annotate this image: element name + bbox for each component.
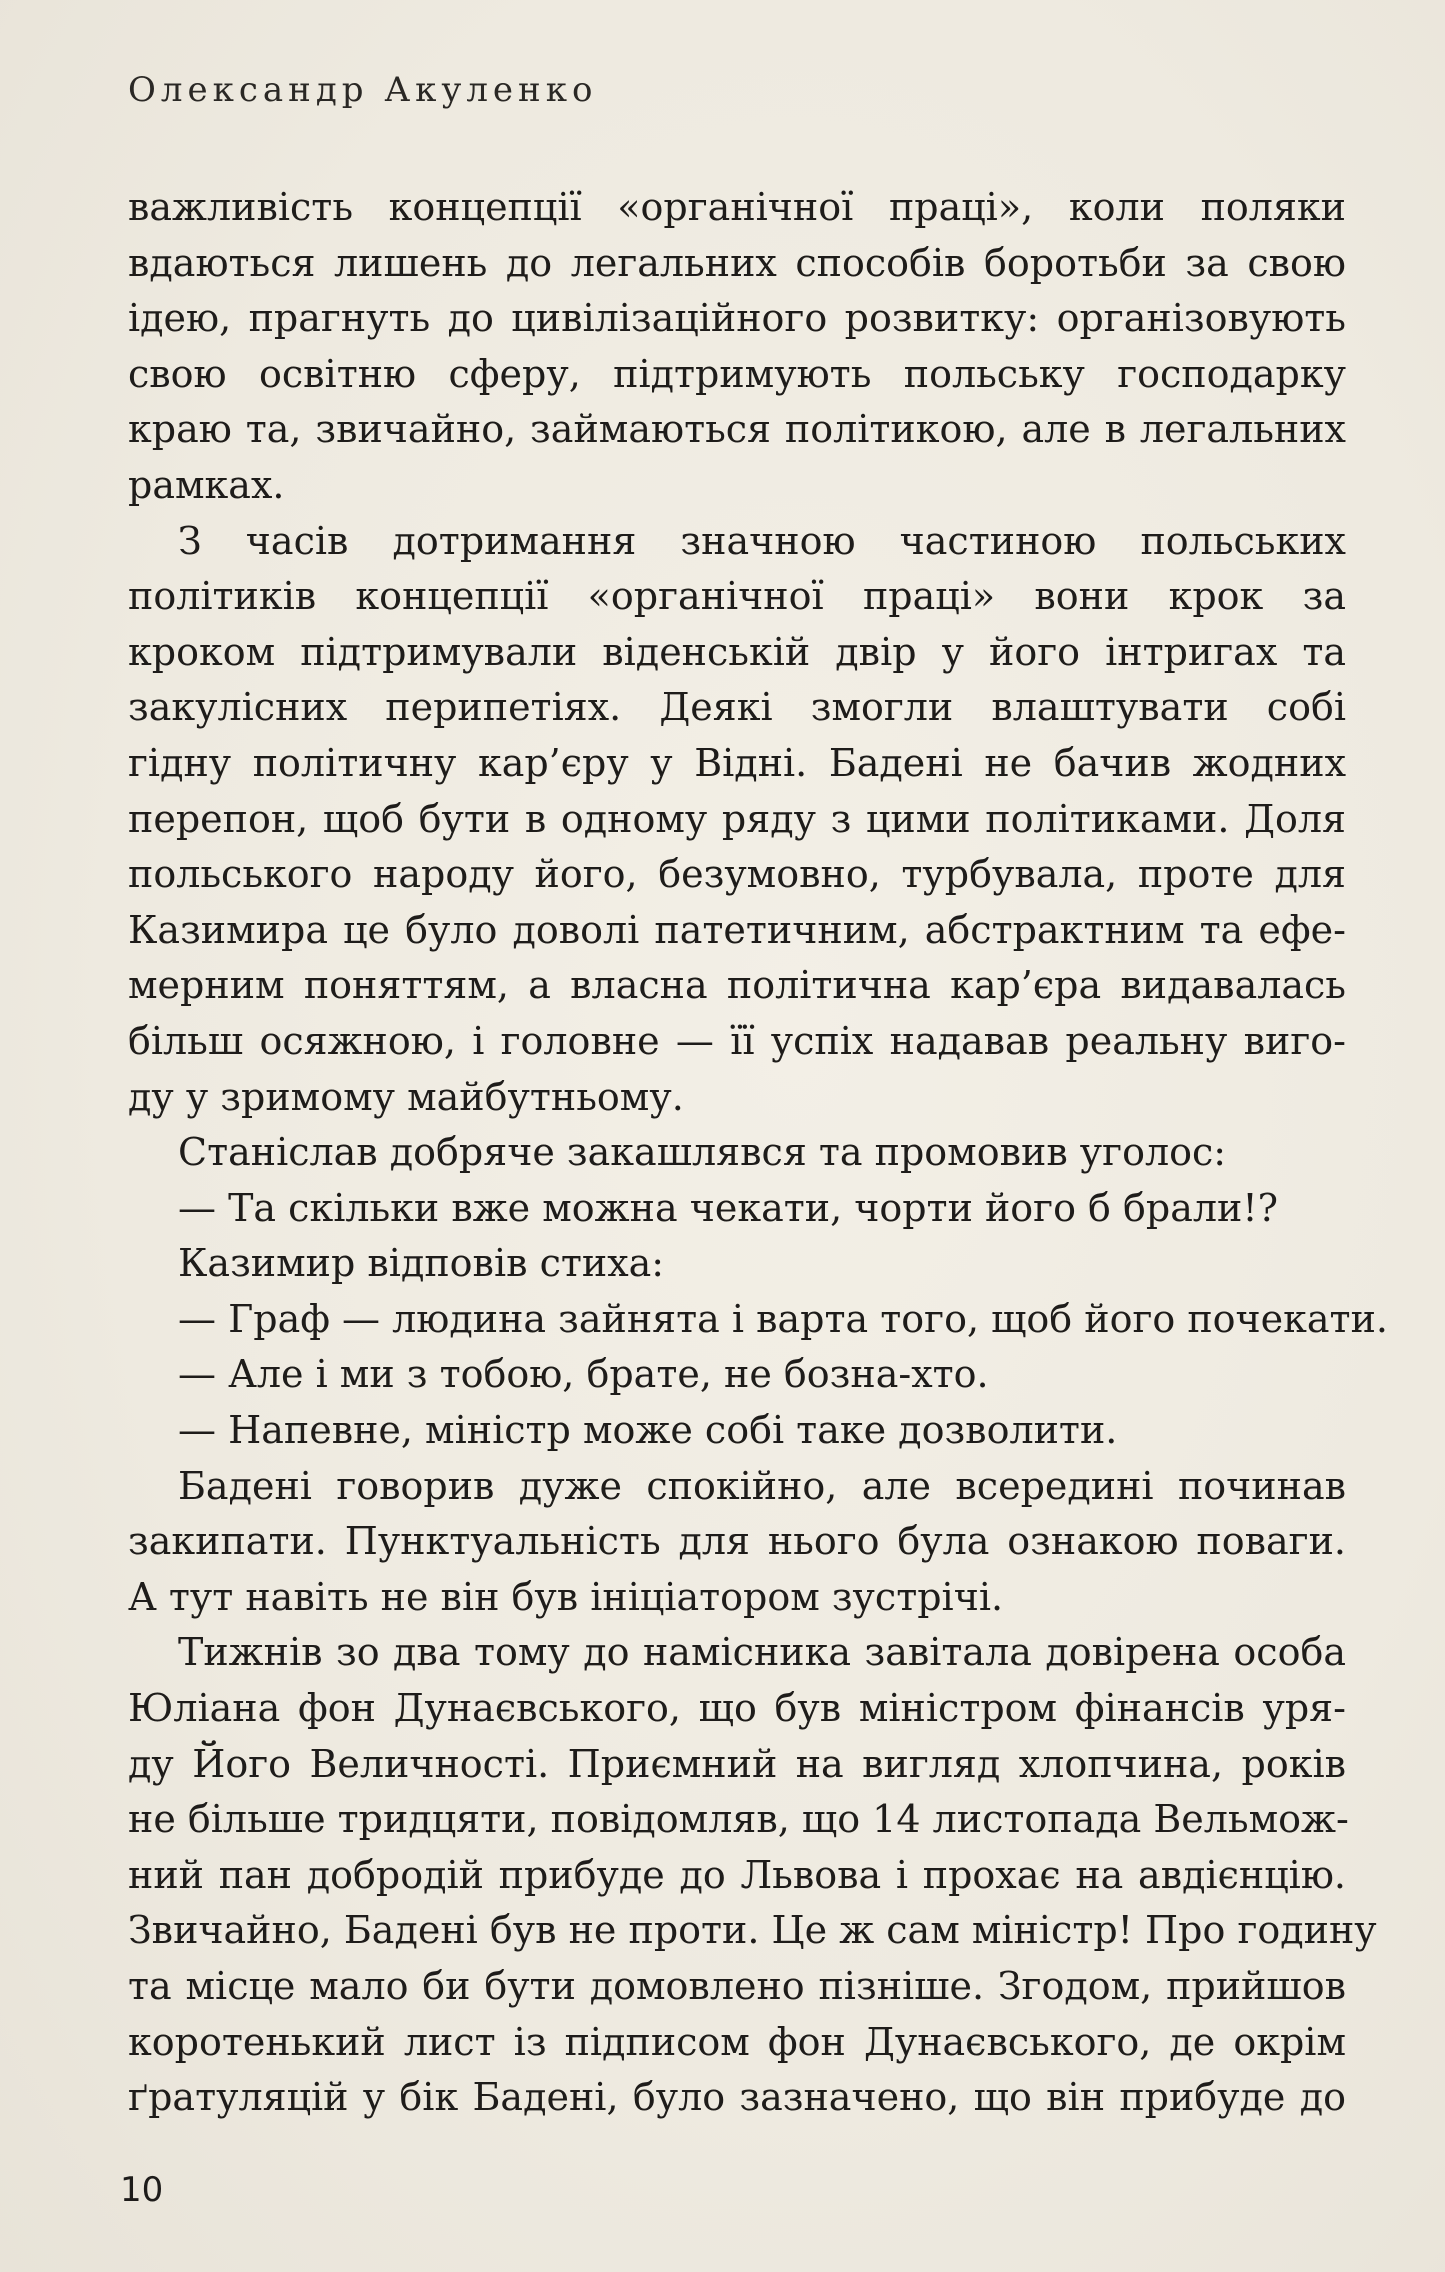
- text-line: польського народу його, безумовно, турбувала, проте для: [128, 852, 1346, 897]
- text-line: ідею, прагнуть до цивілізаційного розвитку: організовують: [128, 296, 1346, 341]
- text-line: ду у зримому майбутньому.: [128, 1074, 684, 1119]
- text-line: гідну політичну кар’єру у Відні. Бадені не бачив жодних: [128, 740, 1346, 785]
- text-line: перепон, щоб бути в одному ряду з цими політиками. Доля: [128, 796, 1346, 841]
- text-line: Станіслав добряче закашлявся та промовив уголос:: [178, 1130, 1227, 1175]
- text-line: закулісних перипетіях. Деякі змогли влаштувати собі: [128, 685, 1346, 730]
- text-line: вдаються лишень до легальних способів боротьби за свою: [128, 240, 1346, 285]
- text-line: ґратуляцій у бік Бадені, було зазначено, що він прибуде до: [128, 2075, 1346, 2120]
- text-line: Юліана фон Дунаєвського, що був міністром фінансів уря-: [128, 1686, 1346, 1731]
- text-line: та місце мало би бути домовлено пізніше. Згодом, прийшов: [128, 1964, 1346, 2008]
- body-text: [128, 180, 1388, 2126]
- text-line: не більше тридцяти, повідомляв, що 14 листопада Вельмож-: [128, 1797, 1349, 1842]
- text-line: кроком підтримували віденській двір у його інтригах та: [128, 629, 1346, 674]
- text-line: — Напевне, міністр може собі таке дозволити.: [178, 1408, 1118, 1453]
- text-line: Казимира це було доволі патетичним, абстрактним та ефе-: [128, 907, 1346, 952]
- text-line: — Та скільки вже можна чекати, чорти його б брали!?: [178, 1185, 1278, 1230]
- text-line: Бадені говорив дуже спокійно, але всередині починав: [178, 1463, 1346, 1508]
- text-line: більш осяжною, і головне — її успіх надавав реальну виго-: [128, 1018, 1346, 1063]
- text-line: Тижнів зо два тому до намісника завітала довірена особа: [178, 1630, 1346, 1675]
- page-number: 10: [120, 2170, 164, 2210]
- text-line: свою освітню сферу, підтримують польську господарку: [128, 351, 1346, 396]
- text-line: ду Його Величності. Приємний на вигляд хлопчина, років: [128, 1741, 1346, 1786]
- text-line: рамках.: [128, 462, 285, 507]
- text-line: — Але і ми з тобою, брате, не бозна-хто.: [178, 1352, 989, 1397]
- text-line: політиків концепції «органічної праці» вони крок за: [128, 574, 1346, 619]
- text-line: важливість концепції «органічної праці», коли поляки: [128, 185, 1346, 229]
- text-line: краю та, звичайно, займаються політикою, але в легальних: [128, 407, 1346, 452]
- text-line: З часів дотримання значною частиною польських: [178, 518, 1346, 563]
- running-head-author: Олександр Акуленко: [128, 70, 598, 110]
- text-line: мерним поняттям, а власна політична кар’єра видавалась: [128, 963, 1346, 1008]
- text-line: А тут навіть не він був ініціатором зустрічі.: [128, 1574, 1004, 1619]
- text-line: Казимир відповів стиха:: [178, 1241, 665, 1286]
- text-line: коротенький лист із підписом фон Дунаєвського, де окрім: [128, 2019, 1346, 2064]
- text-line: ний пан добродій прибуде до Львова і прохає на авдієнцію.: [128, 1852, 1346, 1897]
- text-line: закипати. Пунктуальність для нього була ознакою поваги.: [128, 1519, 1346, 1564]
- text-line: — Граф — людина зайнята і варта того, щоб його почекати.: [178, 1296, 1388, 1341]
- text-line: Звичайно, Бадені був не проти. Це ж сам міністр! Про годину: [128, 1908, 1377, 1953]
